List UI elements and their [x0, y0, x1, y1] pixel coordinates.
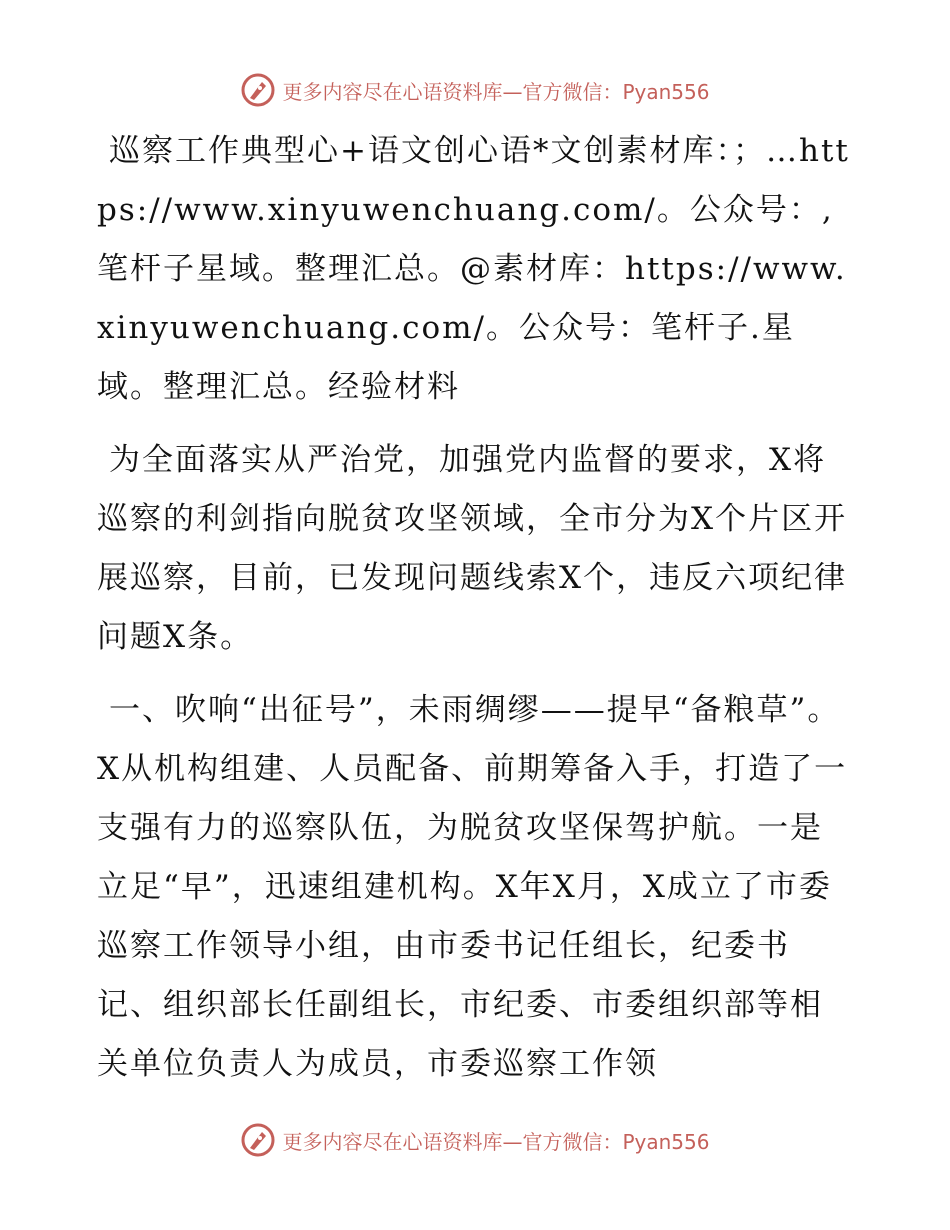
pen-nib-logo-icon — [240, 1122, 276, 1158]
document-body — [97, 122, 853, 1108]
paragraph-overview: 为全面落实从严治党，加强党内监督的要求，X将巡察的利剑指向脱贫攻坚领域，全市分为X个片区开展巡察，目前，已发现问题线索X个，违反六项纪律问题X条。 — [97, 442, 848, 655]
footer-banner — [0, 1120, 950, 1160]
paragraph-intro: 巡察工作典型心+语文创心语*文创素材库：；…https://www.xinyuwenchuang.com/。公众号：,笔杆子星域。整理汇总。@素材库：https://www.xinyuwenchuang.com/。公众号：笔杆子.星域。整理汇总。经验材料 — [97, 133, 850, 405]
footer-banner-text: 更多内容尽在心语资料库—官方微信：Pyan556 — [282, 1129, 710, 1154]
header-banner-text: 更多内容尽在心语资料库—官方微信：Pyan556 — [282, 79, 710, 104]
header-banner — [0, 70, 950, 110]
pen-nib-logo-icon — [240, 72, 276, 108]
paragraph-section-one: 一、吹响“出征号”，未雨绸缪——提早“备粮草”。X从机构组建、人员配备、前期筹备入手，打造了一支强有力的巡察队伍，为脱贫攻坚保驾护航。一是立足“早”，迅速组建机构。X年X月，X成立了市委巡察工作领导小组，由市委书记任组长，纪委书记、组织部长任副组长，市纪委、市委组织部等相关单位负责人为成员，市委巡察工作领 — [97, 692, 848, 1082]
